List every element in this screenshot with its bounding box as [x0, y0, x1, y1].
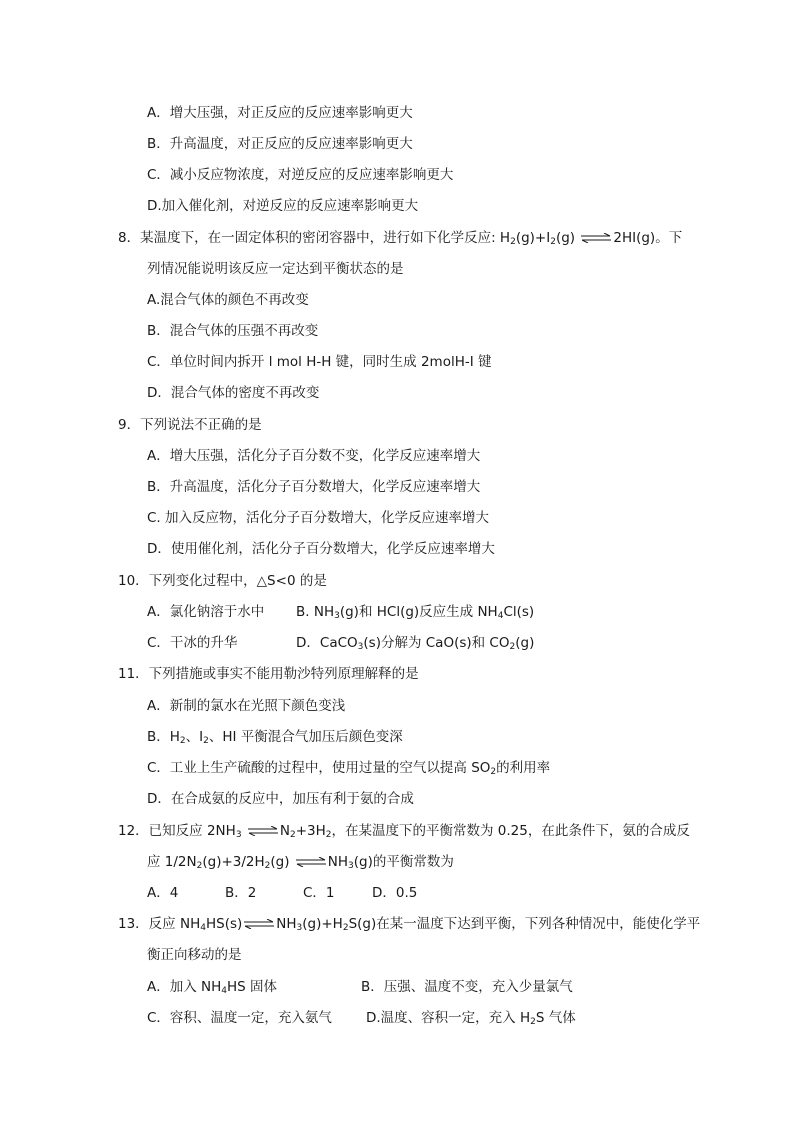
equilibrium-arrow-icon	[581, 233, 611, 243]
q12-stem-text: N	[279, 823, 290, 839]
q12-stem-line2	[147, 852, 454, 876]
q11-option-d: D．在合成氨的反应中，加压有利于氨的合成	[147, 791, 414, 807]
q12-option-b: B．2	[225, 885, 257, 901]
q13-option-d-text: D.温度、容积一定，充入 H	[366, 1010, 531, 1026]
q12-stem-line1	[118, 821, 690, 845]
q13-option-b: B．压强、温度不变，充入少量氯气	[361, 979, 573, 995]
q13-option-a-text: HS 固体	[227, 979, 278, 995]
equilibrium-arrow-icon	[296, 857, 326, 867]
q10-option-a: A．氯化钠溶于水中	[147, 604, 265, 620]
q8-option-d: D．混合气体的密度不再改变	[147, 385, 320, 401]
q8-option-a: A.混合气体的颜色不再改变	[147, 292, 309, 308]
subscript: 4	[497, 611, 504, 621]
q12-stem-text: (g)	[270, 854, 290, 870]
equilibrium-arrow-icon	[248, 826, 278, 836]
q13-stem-line1	[118, 914, 700, 938]
q13-stem-text: NH	[276, 916, 297, 932]
q12-option-d: D．0.5	[372, 885, 418, 901]
q11-option-b	[147, 727, 403, 751]
q13-stem-text: (g)+H	[302, 916, 343, 932]
q7-option-c: C．减小反应物浓度，对逆反应的反应速率影响更大	[147, 167, 454, 183]
q7-option-a: A．增大压强，对正反应的反应速率影响更大	[147, 105, 413, 121]
q12-option-c: C．1	[303, 885, 335, 901]
equilibrium-arrow-icon	[244, 919, 274, 929]
q10-option-b-text: B. NH	[296, 604, 335, 620]
q10-option-b	[296, 602, 534, 626]
q12-stem-text: ，在某温度下的平衡常数为 0.25，在此条件下，氨的合成反	[331, 823, 690, 839]
subscript: 3	[348, 861, 354, 871]
q9-option-b: B．升高温度，活化分子百分数增大，化学反应速率增大	[147, 479, 481, 495]
subscript: 4	[200, 923, 206, 933]
subscript: 2	[490, 767, 497, 777]
q10-option-b-text: Cl(s)	[503, 604, 535, 620]
q7-option-d: D.加入催化剂，对逆反应的反应速率影响更大	[147, 198, 419, 214]
q13-stem-text: 13．反应 NH	[118, 916, 201, 932]
subscript: 3	[334, 611, 340, 621]
subscript: 2	[179, 736, 186, 746]
q11-stem: 11．下列措施或事实不能用勒沙特列原理解释的是	[118, 666, 419, 682]
q8-stem-text: (g)+I	[515, 230, 551, 246]
q10-option-d	[296, 633, 534, 657]
subscript: 2	[550, 237, 556, 247]
subscript: 2	[342, 923, 349, 933]
q13-stem-line2: 衡正向移动的是	[147, 947, 242, 963]
q10-stem: 10．下列变化过程中，△S<0 的是	[118, 573, 327, 589]
q11-option-a: A．新制的氯水在光照下颜色变浅	[147, 698, 346, 714]
q8-option-c: C．单位时间内拆开 l mol H-H 键，同时生成 2molH-I 键	[147, 354, 492, 370]
q8-stem-text: 8．某温度下，在一固定体积的密闭容器中，进行如下化学反应: H	[118, 230, 511, 246]
subscript: 4	[221, 986, 228, 996]
q9-stem: 9．下列说法不正确的是	[118, 417, 262, 433]
q9-option-c: C. 加入反应物，活化分子百分数增大，化学反应速率增大	[147, 510, 490, 526]
q8-stem-text: 2HI(g)。下	[613, 230, 683, 246]
q11-option-c-text: C．工业上生产硫酸的过程中，使用过量的空气以提高 SO	[147, 760, 491, 776]
q13-option-a	[147, 977, 277, 1001]
q12-stem-text: +3H	[295, 823, 326, 839]
q12-stem-text: 应 1/2N	[147, 854, 197, 870]
q11-option-b-text: B．H	[147, 729, 180, 745]
q12-stem-text: (g)的平衡常数为	[353, 854, 454, 870]
q12-stem-text: (g)+3/2H	[202, 854, 265, 870]
q10-option-d-text: (g)	[515, 635, 535, 651]
q13-option-d-text: S 气体	[535, 1010, 576, 1026]
subscript: 2	[325, 830, 332, 840]
subscript: 2	[530, 1017, 536, 1027]
q10-option-d-text: (s)分解为 CaO(s)和 CO	[363, 635, 510, 651]
q9-option-d: D．使用催化剂，活化分子百分数增大，化学反应速率增大	[147, 541, 495, 557]
subscript: 2	[196, 861, 203, 871]
q11-option-c-text: 的利用率	[496, 760, 551, 776]
q12-stem-text: NH	[327, 854, 349, 870]
q10-option-d-text: D．CaCO	[296, 635, 358, 651]
q7-option-b: B．升高温度，对正反应的反应速率影响更大	[147, 136, 413, 152]
q11-option-c	[147, 758, 550, 782]
q10-option-b-text: (g)和 HCl(g)反应生成 NH	[339, 604, 498, 620]
q13-option-d	[366, 1008, 576, 1032]
subscript: 2	[510, 237, 516, 247]
q11-option-b-text: 、I	[185, 729, 204, 745]
q13-option-a-text: A．加入 NH	[147, 979, 222, 995]
q13-stem-text: S(g)在某一温度下达到平衡，下列各种情况中，能使化学平	[348, 916, 701, 932]
subscript: 2	[203, 736, 209, 746]
q11-option-b-text: 、HI 平衡混合气加压后颜色变深	[208, 729, 403, 745]
subscript: 2	[289, 830, 296, 840]
q8-option-b: B．混合气体的压强不再改变	[147, 323, 319, 339]
q12-option-a: A．4	[147, 885, 179, 901]
subscript: 2	[509, 642, 516, 652]
q8-stem-line1	[118, 228, 682, 252]
subscript: 2	[264, 861, 271, 871]
q8-stem-text: (g)	[555, 230, 576, 246]
q10-option-c: C．干冰的升华	[147, 635, 238, 651]
subscript: 3	[357, 642, 364, 652]
subscript: 3	[235, 830, 242, 840]
q12-stem-text: 12．已知反应 2NH	[118, 823, 236, 839]
q13-option-c: C．容积、温度一定，充入氨气	[147, 1010, 332, 1026]
q9-option-a: A．增大压强，活化分子百分数不变，化学反应速率增大	[147, 448, 481, 464]
q13-stem-text: HS(s)	[205, 916, 243, 932]
subscript: 3	[296, 923, 303, 933]
q8-stem-line2: 列情况能说明该反应一定达到平衡状态的是	[147, 261, 404, 277]
